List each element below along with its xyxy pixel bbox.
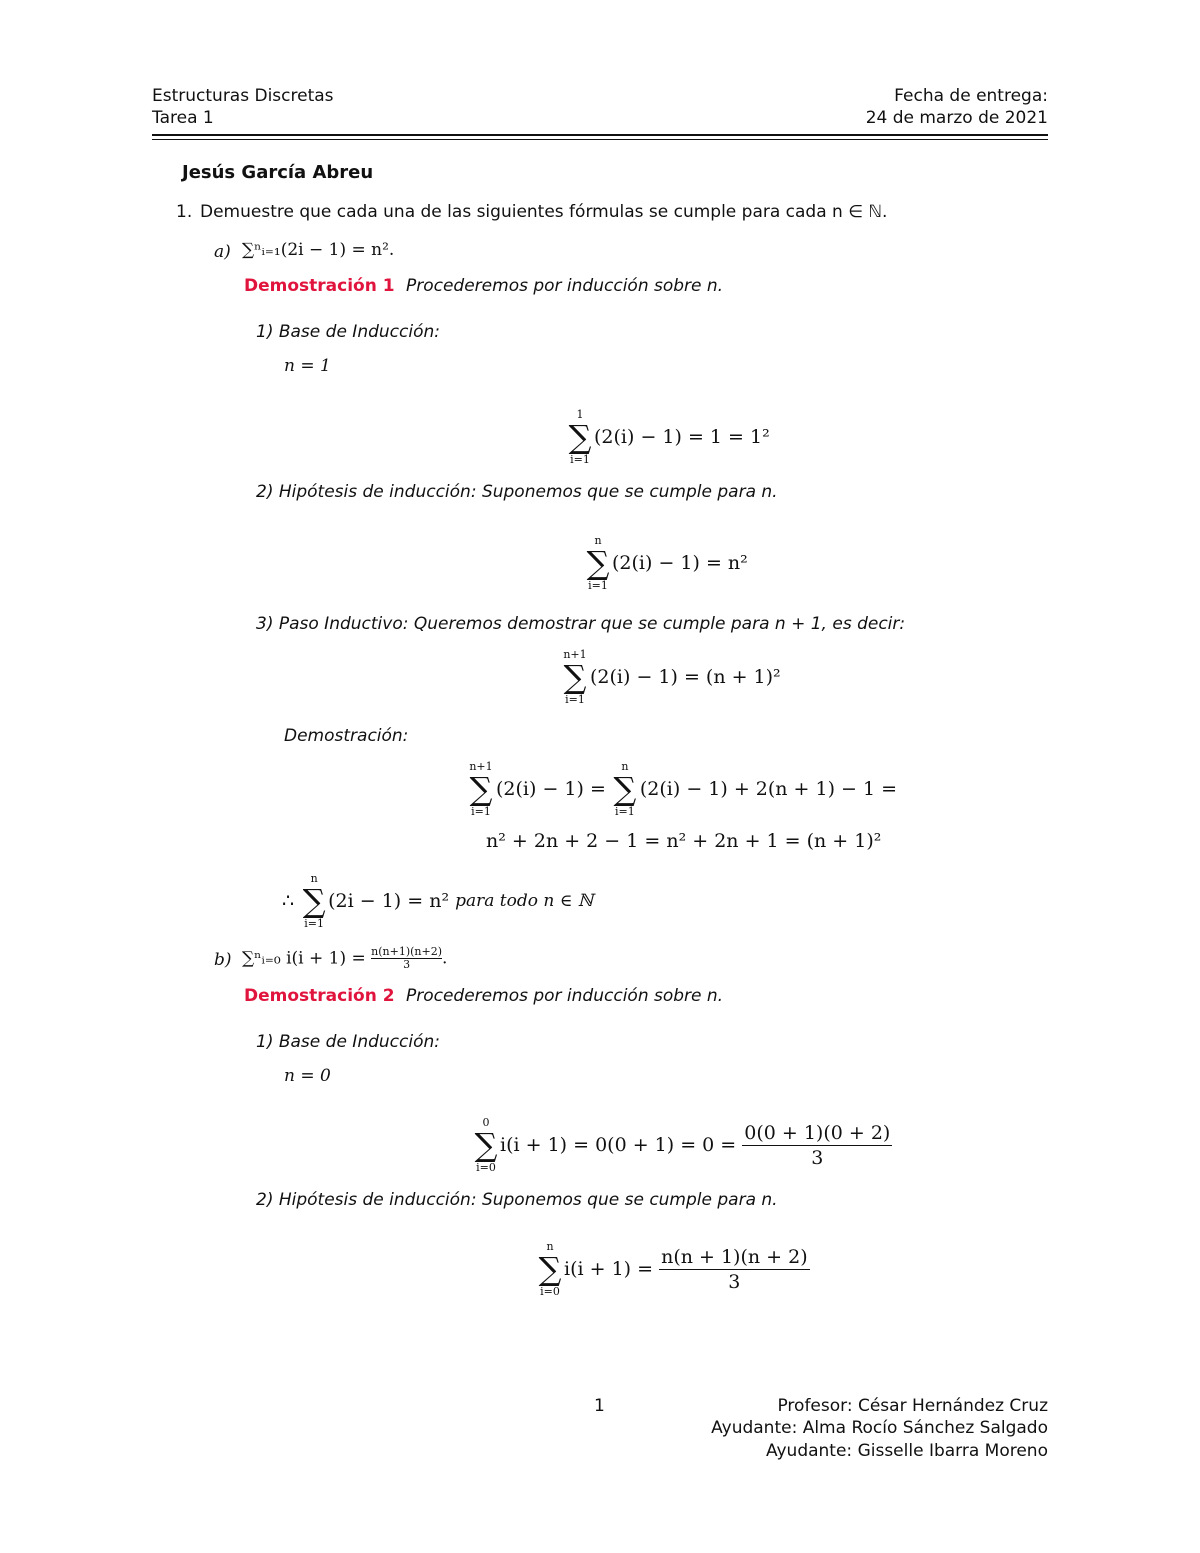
a-step-rhs: (2(i) − 1) = (n + 1)² [590,666,781,688]
a-demo-upper2: n [621,760,629,773]
part-a-label: a) [214,242,231,262]
a-hyp-rhs: (2(i) − 1) = n² [612,552,748,574]
a-base-equation [566,408,770,466]
therefore-symbol: ∴ [282,890,295,912]
proof-a-label: Demostración 1 [244,276,395,296]
a-conc-lower: i=1 [304,917,324,930]
a-conc-rhs: (2i − 1) = n² [328,890,450,912]
b-base-lower: i=0 [476,1161,496,1174]
assignment-name: Tarea 1 [152,108,214,128]
b-base-value: n = 0 [284,1066,331,1086]
a-step2: 2) Hipótesis de inducción: Suponemos que se cumple para n. [256,482,778,502]
a-demo-label: Demostración: [284,726,409,746]
assistant-line-1: Ayudante: Alma Rocío Sánchez Salgado [711,1418,1048,1438]
b-step1: 1) Base de Inducción: [256,1032,440,1052]
a-step-equation [560,648,781,706]
proof-b-intro: Procederemos por inducción sobre n. [405,986,724,1006]
a-conclusion [282,872,593,930]
b-step2: 2) Hipótesis de inducción: Suponemos que se cumple para n. [256,1190,778,1210]
due-date: 24 de marzo de 2021 [865,108,1048,128]
b-hyp-fraction-num: n(n + 1)(n + 2) [661,1245,808,1268]
b-base-fraction-den: 3 [811,1146,824,1169]
a-step1: 1) Base de Inducción: [256,322,440,342]
a-step-upper: n+1 [563,648,587,661]
a-conc-suffix: para todo n ∈ ℕ [455,891,594,911]
a-demo-end: (2(i) − 1) + 2(n + 1) − 1 = [639,778,898,800]
proof-a-header [244,276,723,296]
sum-symbol: ∑ [469,770,493,808]
a-conc-upper: n [310,872,318,885]
a-hyp-lower: i=1 [588,579,608,592]
sum-symbol: ∑ [586,544,610,582]
sum-symbol: ∑ [563,658,587,696]
b-hyp-lower: i=0 [540,1285,560,1298]
b-hyp-rhs: i(i + 1) = [564,1258,654,1280]
b-base-upper: 0 [482,1116,490,1129]
sum-symbol: ∑ [474,1126,498,1164]
a-step-lower: i=1 [565,693,585,706]
part-a-formula: ∑ⁿᵢ₌₁(2i − 1) = n². [242,240,395,260]
problem-statement: Demuestre que cada una de las siguientes fórmulas se cumple para cada n ∈ ℕ. [200,202,888,222]
a-base-upper: 1 [576,408,584,421]
part-b-fraction-den: 3 [403,958,411,972]
part-b-fraction-num: n(n+1)(n+2) [371,945,443,958]
b-base-fraction-num: 0(0 + 1)(0 + 2) [744,1121,891,1144]
b-base-fraction [742,1122,892,1169]
problem-number: 1. [176,202,193,222]
a-base-lower: i=1 [570,453,590,466]
assistant-line-2: Ayudante: Gisselle Ibarra Moreno [766,1441,1048,1461]
due-label: Fecha de entrega: [894,86,1048,106]
a-hyp-equation [584,534,748,592]
a-base-value: n = 1 [284,356,331,376]
b-hyp-fraction-den: 3 [728,1270,741,1293]
author-name: Jesús García Abreu [182,162,374,183]
a-demo-line1 [466,760,897,818]
a-base-rhs: (2(i) − 1) = 1 = 1² [594,426,770,448]
a-demo-mid: (2(i) − 1) = [496,778,606,800]
proof-b-label: Demostración 2 [244,986,395,1006]
a-demo-line2: n² + 2n + 2 − 1 = n² + 2n + 1 = (n + 1)² [486,830,882,852]
part-b-formula: ∑ⁿᵢ₌₀ i(i + 1) = $\frac{n(n+1)(n+2)}{3}$. [242,945,448,972]
sum-symbol: ∑ [568,418,592,456]
sum-symbol: ∑ [613,770,637,808]
sum-symbol: ∑ [302,882,326,920]
header-rule-thick [152,134,1048,136]
sum-symbol: ∑ [538,1250,562,1288]
part-b-formula-left: ∑ⁿᵢ₌₀ i(i + 1) = [242,948,366,969]
professor-line: Profesor: César Hernández Cruz [777,1396,1048,1416]
a-demo-lower1: i=1 [471,805,491,818]
proof-b-header [244,986,723,1006]
a-hyp-upper: n [594,534,602,547]
page-number: 1 [594,1396,605,1416]
a-demo-upper1: n+1 [469,760,493,773]
b-base-rhs: i(i + 1) = 0(0 + 1) = 0 = [500,1134,737,1156]
b-hyp-upper: n [546,1240,554,1253]
b-hyp-fraction [659,1246,810,1293]
part-b-fraction [371,946,442,971]
a-demo-lower2: i=1 [615,805,635,818]
b-base-equation [472,1116,892,1174]
a-step3: 3) Paso Inductivo: Queremos demostrar que se cumple para n + 1, es decir: [256,614,906,634]
header-rule-thin [152,139,1048,140]
course-name: Estructuras Discretas [152,86,334,106]
proof-a-intro: Procederemos por inducción sobre n. [405,276,724,296]
b-hyp-equation [536,1240,810,1298]
part-b-label: b) [214,950,232,970]
